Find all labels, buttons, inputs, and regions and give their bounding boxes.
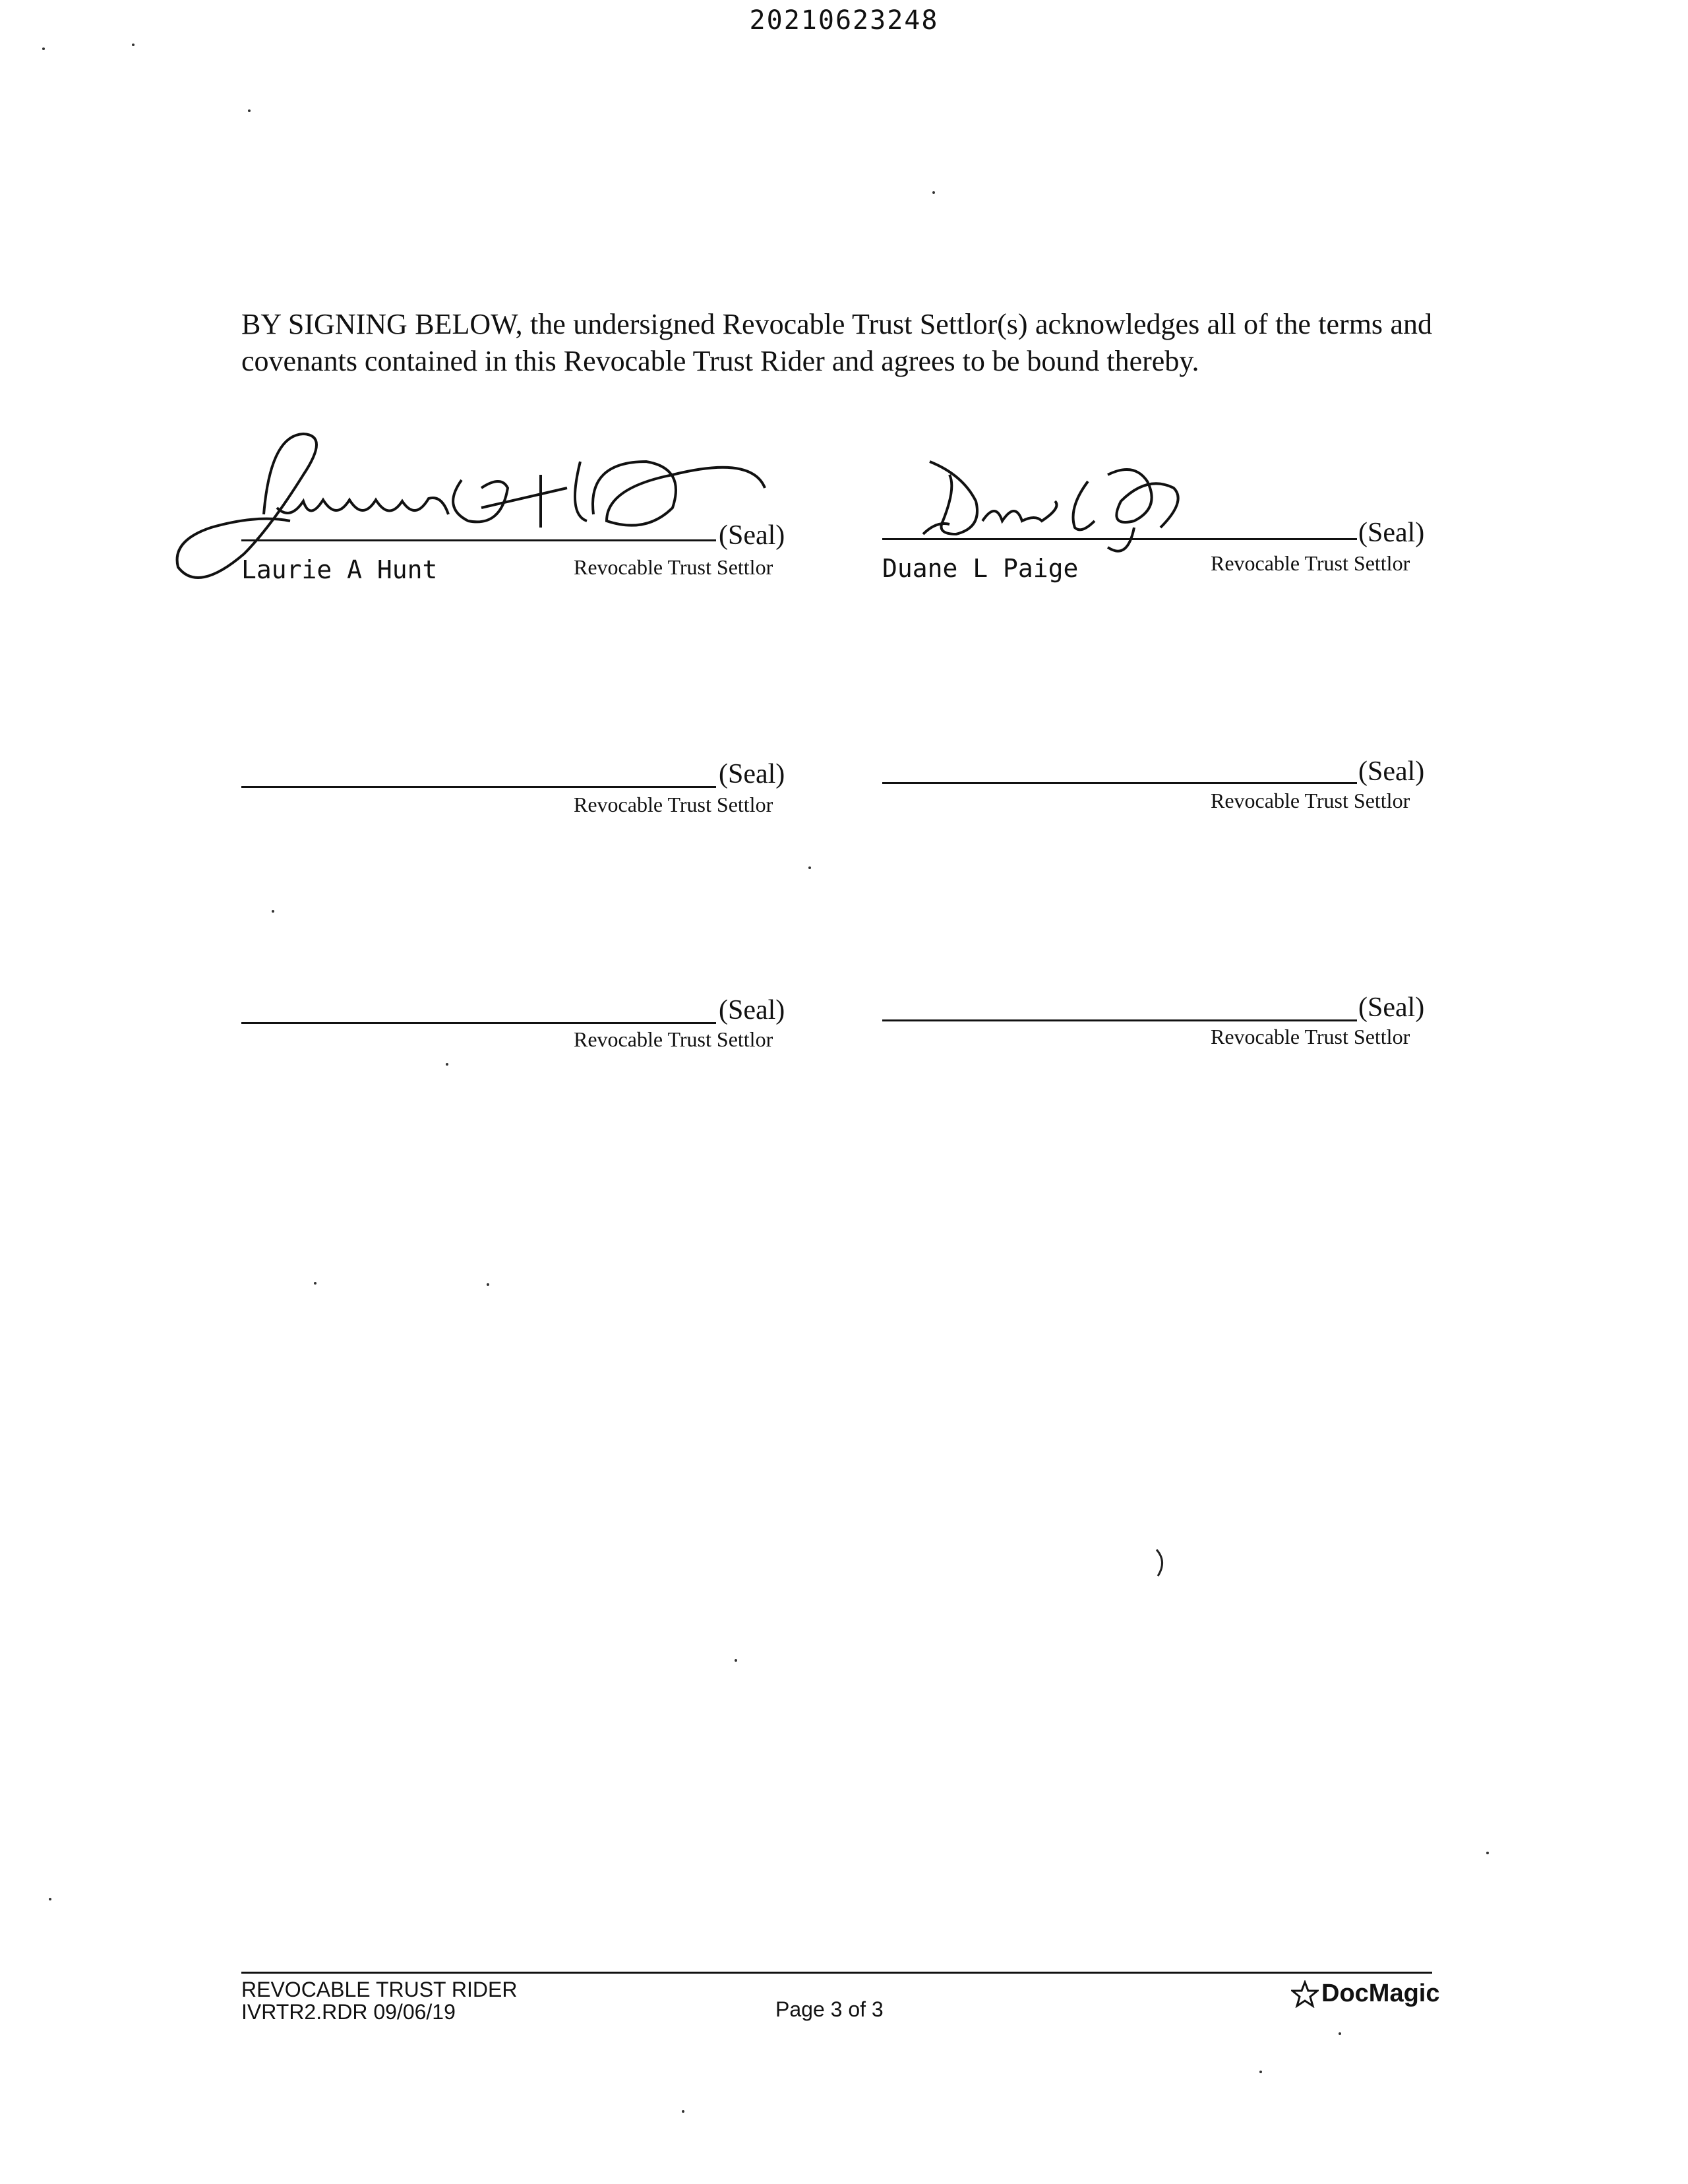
role-label-4: Revocable Trust Settlor bbox=[1211, 789, 1410, 812]
seal-label-6: (Seal) bbox=[1358, 992, 1425, 1023]
role-label-6: Revocable Trust Settlor bbox=[1211, 1025, 1410, 1048]
scan-speck bbox=[272, 910, 274, 913]
signature-line-5 bbox=[241, 1022, 716, 1024]
scan-speck bbox=[487, 1283, 489, 1286]
seal-label-3: (Seal) bbox=[719, 759, 785, 789]
seal-label-4: (Seal) bbox=[1358, 756, 1425, 787]
scan-speck bbox=[446, 1063, 448, 1066]
scan-speck bbox=[314, 1282, 316, 1285]
scan-speck bbox=[932, 191, 935, 194]
scan-speck bbox=[682, 2110, 684, 2113]
footer-page-indicator: Page 3 of 3 bbox=[775, 1997, 884, 2021]
brand-name: DocMagic bbox=[1321, 1980, 1440, 2007]
role-label-3: Revocable Trust Settlor bbox=[574, 793, 773, 816]
seal-label-1: (Seal) bbox=[719, 520, 785, 551]
signature-line-3 bbox=[241, 786, 716, 788]
scan-speck bbox=[808, 866, 811, 869]
role-label-5: Revocable Trust Settlor bbox=[574, 1027, 773, 1051]
scan-speck bbox=[248, 109, 251, 112]
footer-form-code: IVRTR2.RDR 09/06/19 bbox=[241, 2000, 456, 2024]
document-number: 20210623248 bbox=[749, 5, 939, 36]
scan-speck bbox=[1486, 1852, 1489, 1854]
scan-speck bbox=[1259, 2071, 1262, 2073]
star-outline-icon bbox=[1291, 1980, 1319, 2008]
signature-line-6 bbox=[882, 1019, 1357, 1021]
role-label-1: Revocable Trust Settlor bbox=[574, 555, 773, 579]
signature-line-4 bbox=[882, 782, 1357, 784]
signature-line-2 bbox=[882, 538, 1357, 540]
seal-label-2: (Seal) bbox=[1358, 518, 1425, 548]
footer-form-title: REVOCABLE TRUST RIDER bbox=[241, 1978, 518, 2001]
signature-line-1 bbox=[241, 539, 716, 541]
seal-label-5: (Seal) bbox=[719, 995, 785, 1025]
signer-2-name: Duane L Paige bbox=[882, 554, 1079, 583]
signer-1-name: Laurie A Hunt bbox=[241, 555, 438, 584]
scan-speck bbox=[49, 1898, 51, 1900]
acknowledgment-paragraph: BY SIGNING BELOW, the undersigned Revocable Trust Settlor(s) acknowledges all of the terms and covenants contained in this Revocable Trust Rider and agrees to be bound thereby. bbox=[241, 308, 1432, 377]
role-label-2: Revocable Trust Settlor bbox=[1211, 551, 1410, 575]
footer-rule bbox=[241, 1972, 1432, 1974]
scan-speck bbox=[132, 44, 135, 46]
footer-brand bbox=[1291, 1980, 1439, 2008]
scan-speck bbox=[1339, 2032, 1341, 2035]
scan-speck bbox=[42, 47, 45, 50]
scan-speck bbox=[735, 1659, 737, 1662]
scan-mark bbox=[1153, 1547, 1172, 1580]
